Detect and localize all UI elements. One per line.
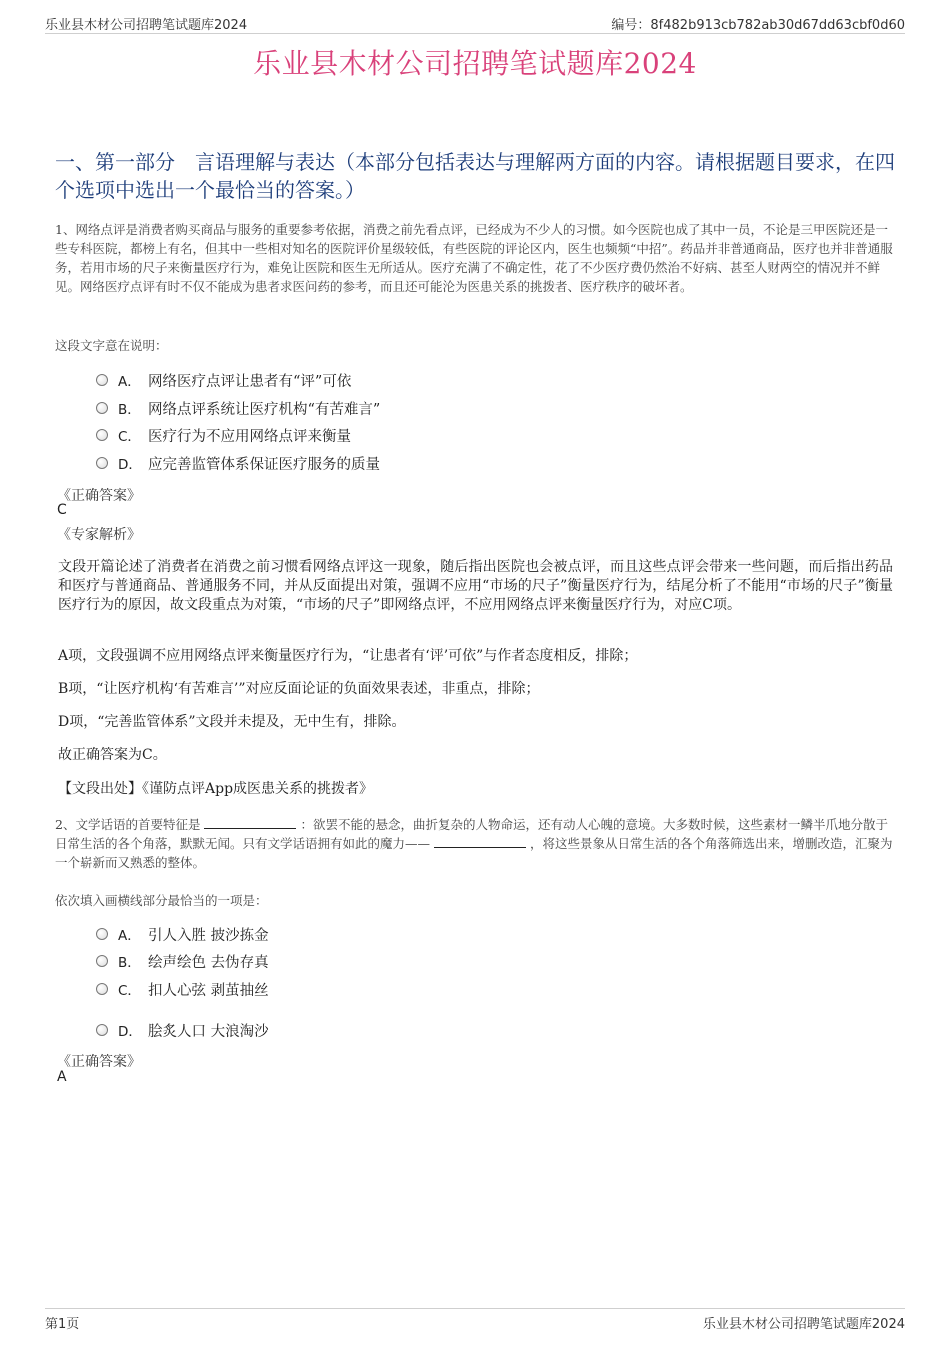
- option-text: 医疗行为不应用网络点评来衡量: [148, 428, 351, 445]
- q1-option-c[interactable]: [96, 425, 351, 445]
- option-letter: A．: [118, 928, 141, 944]
- question-1-prompt: 这段文字意在说明：: [55, 338, 168, 353]
- option-letter: C．: [118, 429, 141, 445]
- q1-analysis-para-4: D项，“完善监管体系”文段并未提及，无中生有，排除。: [58, 714, 406, 730]
- option-text: 网络点评系统让医疗机构“有苦难言”: [148, 401, 381, 418]
- q2-option-b[interactable]: [96, 951, 269, 971]
- question-1-text: 1、网络点评是消费者购买商品与服务的重要参考依据，消费之前先看点评，已经成为不少人的习惯。如今医院也成了其中一员，不论是三甲医院还是一些专科医院，都榜上有名，但其中一些相对知名的医院评价星级较低，有些医院的评论区内，医生也频频“中招”。药品并非普通商品，医疗也并非普通服务，若用市场的尺子来衡量医疗行为，难免让医院和医生无所适从。医疗充满了不确定性，花了不少医疗费仍然治不好病、甚至人财两空的情况并不鲜见。网络医疗点评有时不仅不能成为患者求医问药的参考，而且还可能沦为医患关系的挑拨者、医疗秩序的破坏者。: [55, 222, 893, 294]
- option-text: 应完善监管体系保证医疗服务的质量: [148, 456, 380, 473]
- fill-blank-1: [204, 816, 296, 829]
- q2-text-part-1: 2、文学话语的首要特征是: [55, 817, 201, 832]
- q1-analysis-label: 《专家解析》: [57, 527, 141, 543]
- radio-icon[interactable]: [96, 457, 108, 469]
- q1-analysis-para-5: 故正确答案为C。: [58, 747, 167, 763]
- q2-option-d[interactable]: [96, 1020, 269, 1040]
- q2-text-part-2: ：欲罢不能的悬念，曲折复杂的人物命运，还有动人心魄的意境。大多数时候，这些素材一鳞半爪地分散于日常生活的各个角落，默默无闻。只有文学话语拥有如此的魔力——: [55, 817, 888, 851]
- option-text: 网络医疗点评让患者有“评”可依: [148, 373, 352, 390]
- q2-answer-label: 《正确答案》: [57, 1054, 141, 1070]
- q1-analysis-para-2: A项，文段强调不应用网络点评来衡量医疗行为，“让患者有‘评’可依”与作者态度相反，排除；: [58, 648, 638, 664]
- section-title: 一、第一部分 言语理解与表达（本部分包括表达与理解两方面的内容。请根据题目要求，在四个选项中选出一个最恰当的答案。）: [55, 150, 895, 202]
- question-2-text: [55, 815, 895, 872]
- option-letter: B．: [118, 402, 141, 418]
- option-text: 脍炙人口 大浪淘沙: [148, 1023, 269, 1040]
- header-left-title: 乐业县木材公司招聘笔试题库2024: [45, 18, 248, 33]
- q1-answer-label: 《正确答案》: [57, 488, 141, 504]
- fill-blank-2: [434, 835, 526, 848]
- option-text: 绘声绘色 去伪存真: [148, 954, 269, 971]
- q1-analysis-para-1: 文段开篇论述了消费者在消费之前习惯看网络点评这一现象，随后指出医院也会被点评，而且这些点评会带来一些问题，而后指出药品和医疗与普通商品、普通服务不同，并从反面提出对策，强调不应用“市场的尺子”衡量医疗行为，结尾分析了不能用“市场的尺子”衡量医疗行为的原因，故文段重点为对策，“市场的尺子”即网络点评，不应用网络点评来衡量医疗行为，对应C项。: [58, 559, 893, 613]
- q1-option-d[interactable]: [96, 453, 380, 473]
- option-letter: B．: [118, 955, 141, 971]
- q1-answer: C: [57, 502, 67, 518]
- q1-analysis-para-3: B项，“让医疗机构‘有苦难言’”对应反面论证的负面效果表述，非重点，排除；: [58, 681, 540, 697]
- question-2-prompt: 依次填入画横线部分最恰当的一项是：: [55, 893, 268, 908]
- option-text: 扣人心弦 剥茧抽丝: [148, 982, 269, 999]
- footer-title: 乐业县木材公司招聘笔试题库2024: [702, 1317, 905, 1332]
- footer-divider: [45, 1308, 905, 1309]
- q1-option-b[interactable]: [96, 398, 380, 418]
- q2-option-c[interactable]: [96, 979, 269, 999]
- header-divider: [45, 33, 905, 34]
- radio-icon[interactable]: [96, 983, 108, 995]
- radio-icon[interactable]: [96, 928, 108, 940]
- option-letter: A．: [118, 374, 141, 390]
- option-letter: D．: [118, 457, 142, 473]
- option-letter: D．: [118, 1024, 142, 1040]
- page-title: 乐业县木材公司招聘笔试题库2024: [253, 47, 697, 80]
- q2-option-a[interactable]: [96, 924, 269, 944]
- radio-icon[interactable]: [96, 1024, 108, 1036]
- radio-icon[interactable]: [96, 374, 108, 386]
- q1-option-a[interactable]: [96, 370, 351, 390]
- q1-source: 【文段出处】《谨防点评App成医患关系的挑拨者》: [58, 781, 374, 797]
- option-text: 引人入胜 披沙拣金: [148, 927, 269, 944]
- option-letter: C．: [118, 983, 141, 999]
- page-number: 第1页: [45, 1317, 80, 1332]
- radio-icon[interactable]: [96, 429, 108, 441]
- radio-icon[interactable]: [96, 402, 108, 414]
- q2-answer: A: [57, 1069, 67, 1085]
- header-document-id: 编号：8f482b913cb782ab30d67dd63cbf0d60: [611, 18, 905, 33]
- radio-icon[interactable]: [96, 955, 108, 967]
- q2-text-part-3: ，将这些景象从日常生活的各个角落筛选出来，增删改造，汇聚为一个崭新而又熟悉的整体。: [55, 836, 893, 870]
